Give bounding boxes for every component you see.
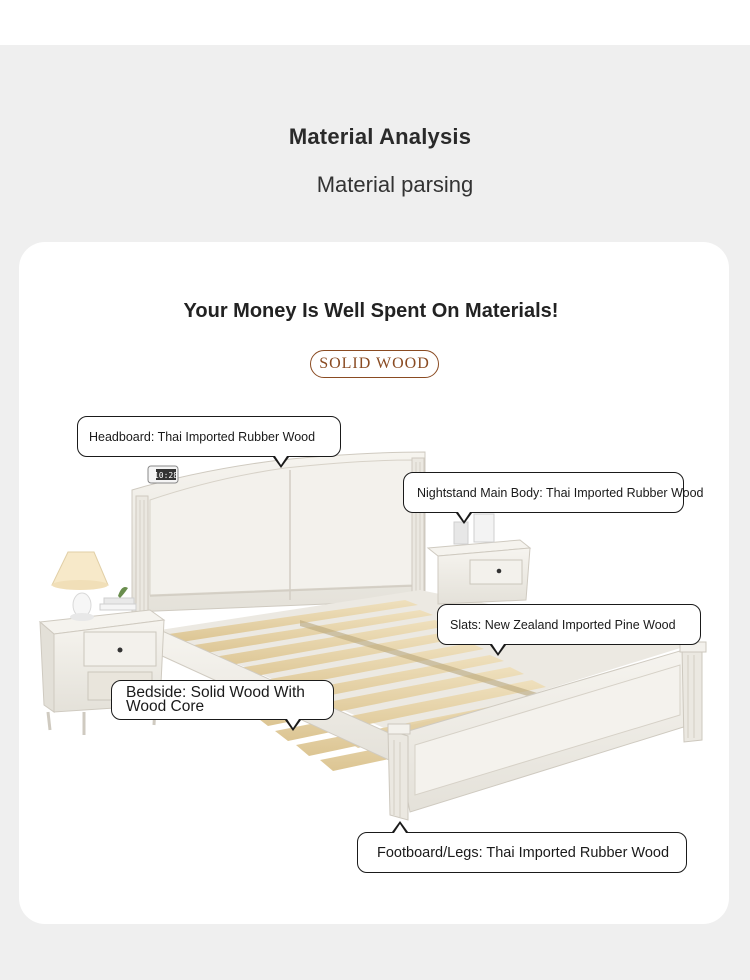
callout-bedside — [111, 680, 334, 720]
callout-footboard-text: Footboard/Legs: Thai Imported Rubber Wood — [377, 844, 670, 861]
callout-slats-text: Slats: New Zealand Imported Pine Wood — [450, 617, 676, 632]
lamp-icon — [52, 552, 108, 621]
drawer-knob-icon — [118, 648, 123, 653]
callout-slats — [437, 604, 701, 645]
clock-icon — [148, 466, 178, 483]
right-nightstand — [428, 540, 530, 604]
callout-nightstand-text: Nightstand Main Body: Thai Imported Rubber Wood — [417, 485, 704, 500]
callout-headboard-text: Headboard: Thai Imported Rubber Wood — [89, 429, 316, 444]
callout-bedside-text: Bedside: Solid Wood With Wood Core — [126, 684, 305, 715]
clock-display: 10:28 — [153, 471, 179, 480]
drawer-knob-icon — [497, 569, 502, 574]
solid-wood-badge-label: SOLID WOOD — [319, 355, 430, 372]
page-title: Material Analysis — [288, 124, 472, 149]
page-subtitle: Material parsing — [316, 172, 474, 197]
callout-nightstand — [403, 472, 704, 513]
books-icon — [100, 587, 136, 610]
callout-footboard — [357, 832, 687, 873]
card-heading: Your Money Is Well Spent On Materials! — [183, 300, 559, 322]
callout-headboard — [77, 416, 341, 457]
